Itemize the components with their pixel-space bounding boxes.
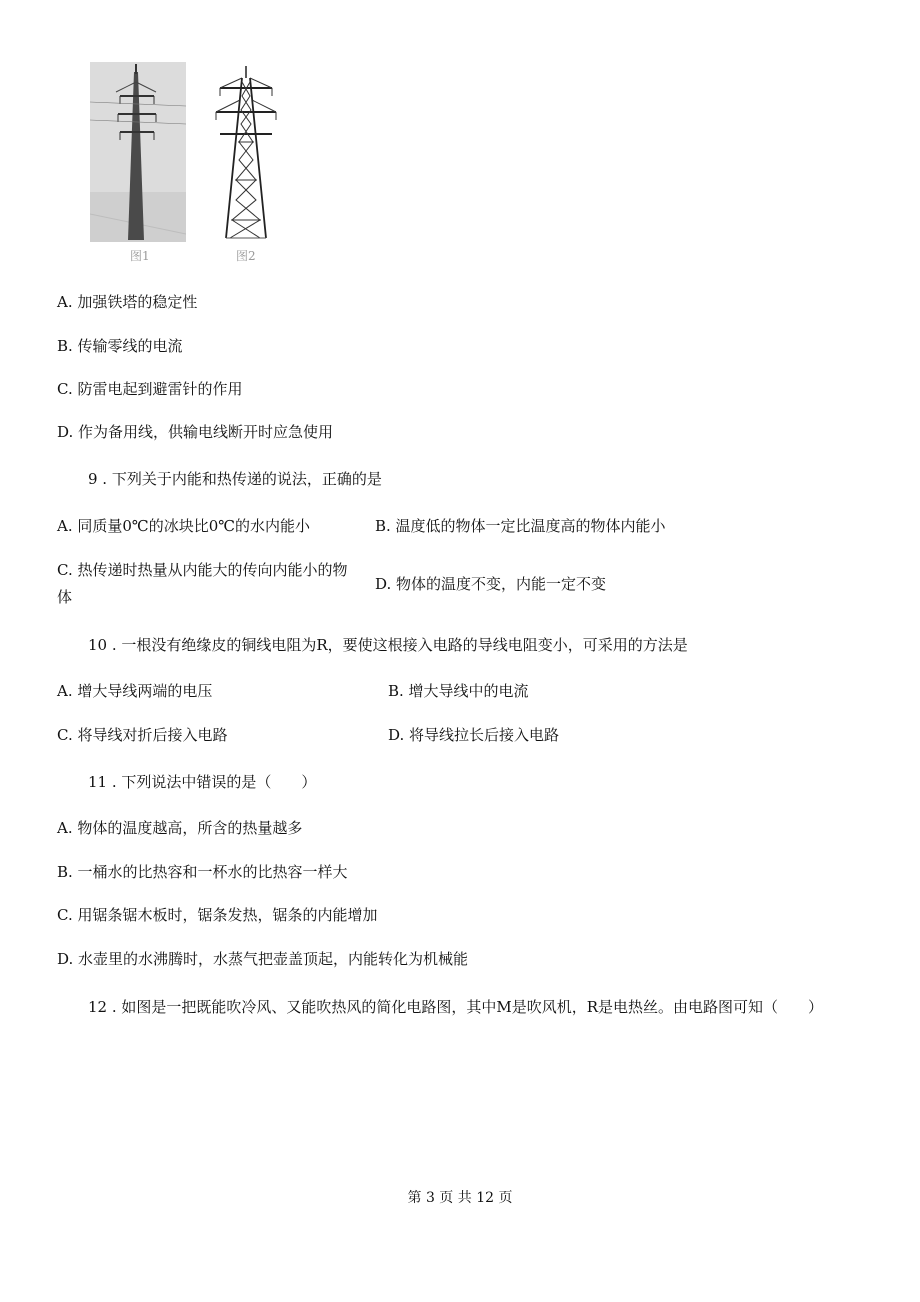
q10-option-a: A. 增大导线两端的电压 bbox=[57, 682, 213, 700]
q11-stem: 11 . 下列说法中错误的是（ ） bbox=[88, 773, 317, 791]
q8-option-c: C. 防雷电起到避雷针的作用 bbox=[57, 380, 243, 398]
q8-option-d: D. 作为备用线，供输电线断开时应急使用 bbox=[57, 423, 334, 441]
q11-option-d: D. 水壶里的水沸腾时，水蒸气把壶盖顶起，内能转化为机械能 bbox=[57, 950, 469, 968]
q8-option-a: A. 加强铁塔的稳定性 bbox=[57, 293, 198, 311]
q9-stem: 9 . 下列关于内能和热传递的说法，正确的是 bbox=[88, 470, 382, 488]
tower-photo-1 bbox=[90, 62, 186, 242]
lattice-tower-image bbox=[202, 62, 290, 242]
q9-option-a: A. 同质量0℃的冰块比0℃的水内能小 bbox=[57, 517, 311, 535]
q12-stem: 12 . 如图是一把既能吹冷风、又能吹热风的简化电路图，其中M是吹风机，R是电热丝。由电路图可知（ ） bbox=[88, 998, 824, 1016]
q11-option-c: C. 用锯条锯木板时，锯条发热，锯条的内能增加 bbox=[57, 906, 378, 924]
steel-pole-tower-image bbox=[90, 62, 186, 242]
q9-option-c-line1: C. 热传递时热量从内能大的传向内能小的物 bbox=[57, 561, 348, 579]
tower-figure bbox=[88, 58, 294, 272]
q10-stem: 10 . 一根没有绝缘皮的铜线电阻为R，要使这根接入电路的导线电阻变小，可采用的方法是 bbox=[88, 636, 688, 654]
q10-option-c: C. 将导线对折后接入电路 bbox=[57, 726, 228, 744]
q9-option-d: D. 物体的温度不变，内能一定不变 bbox=[375, 575, 607, 593]
q8-option-b: B. 传输零线的电流 bbox=[57, 337, 183, 355]
q9-option-c-line2: 体 bbox=[57, 588, 73, 606]
q9-option-b: B. 温度低的物体一定比温度高的物体内能小 bbox=[375, 517, 666, 535]
page-number-footer: 第 3 页 共 12 页 bbox=[407, 1190, 513, 1206]
tower-photo-2 bbox=[202, 62, 290, 242]
q11-option-a: A. 物体的温度越高，所含的热量越多 bbox=[57, 819, 303, 837]
q11-option-b: B. 一桶水的比热容和一杯水的比热容一样大 bbox=[57, 863, 348, 881]
figure-caption-1: 图1 bbox=[130, 249, 150, 263]
figure-caption-2: 图2 bbox=[236, 249, 256, 263]
q10-option-b: B. 增大导线中的电流 bbox=[388, 682, 529, 700]
q10-option-d: D. 将导线拉长后接入电路 bbox=[388, 726, 560, 744]
